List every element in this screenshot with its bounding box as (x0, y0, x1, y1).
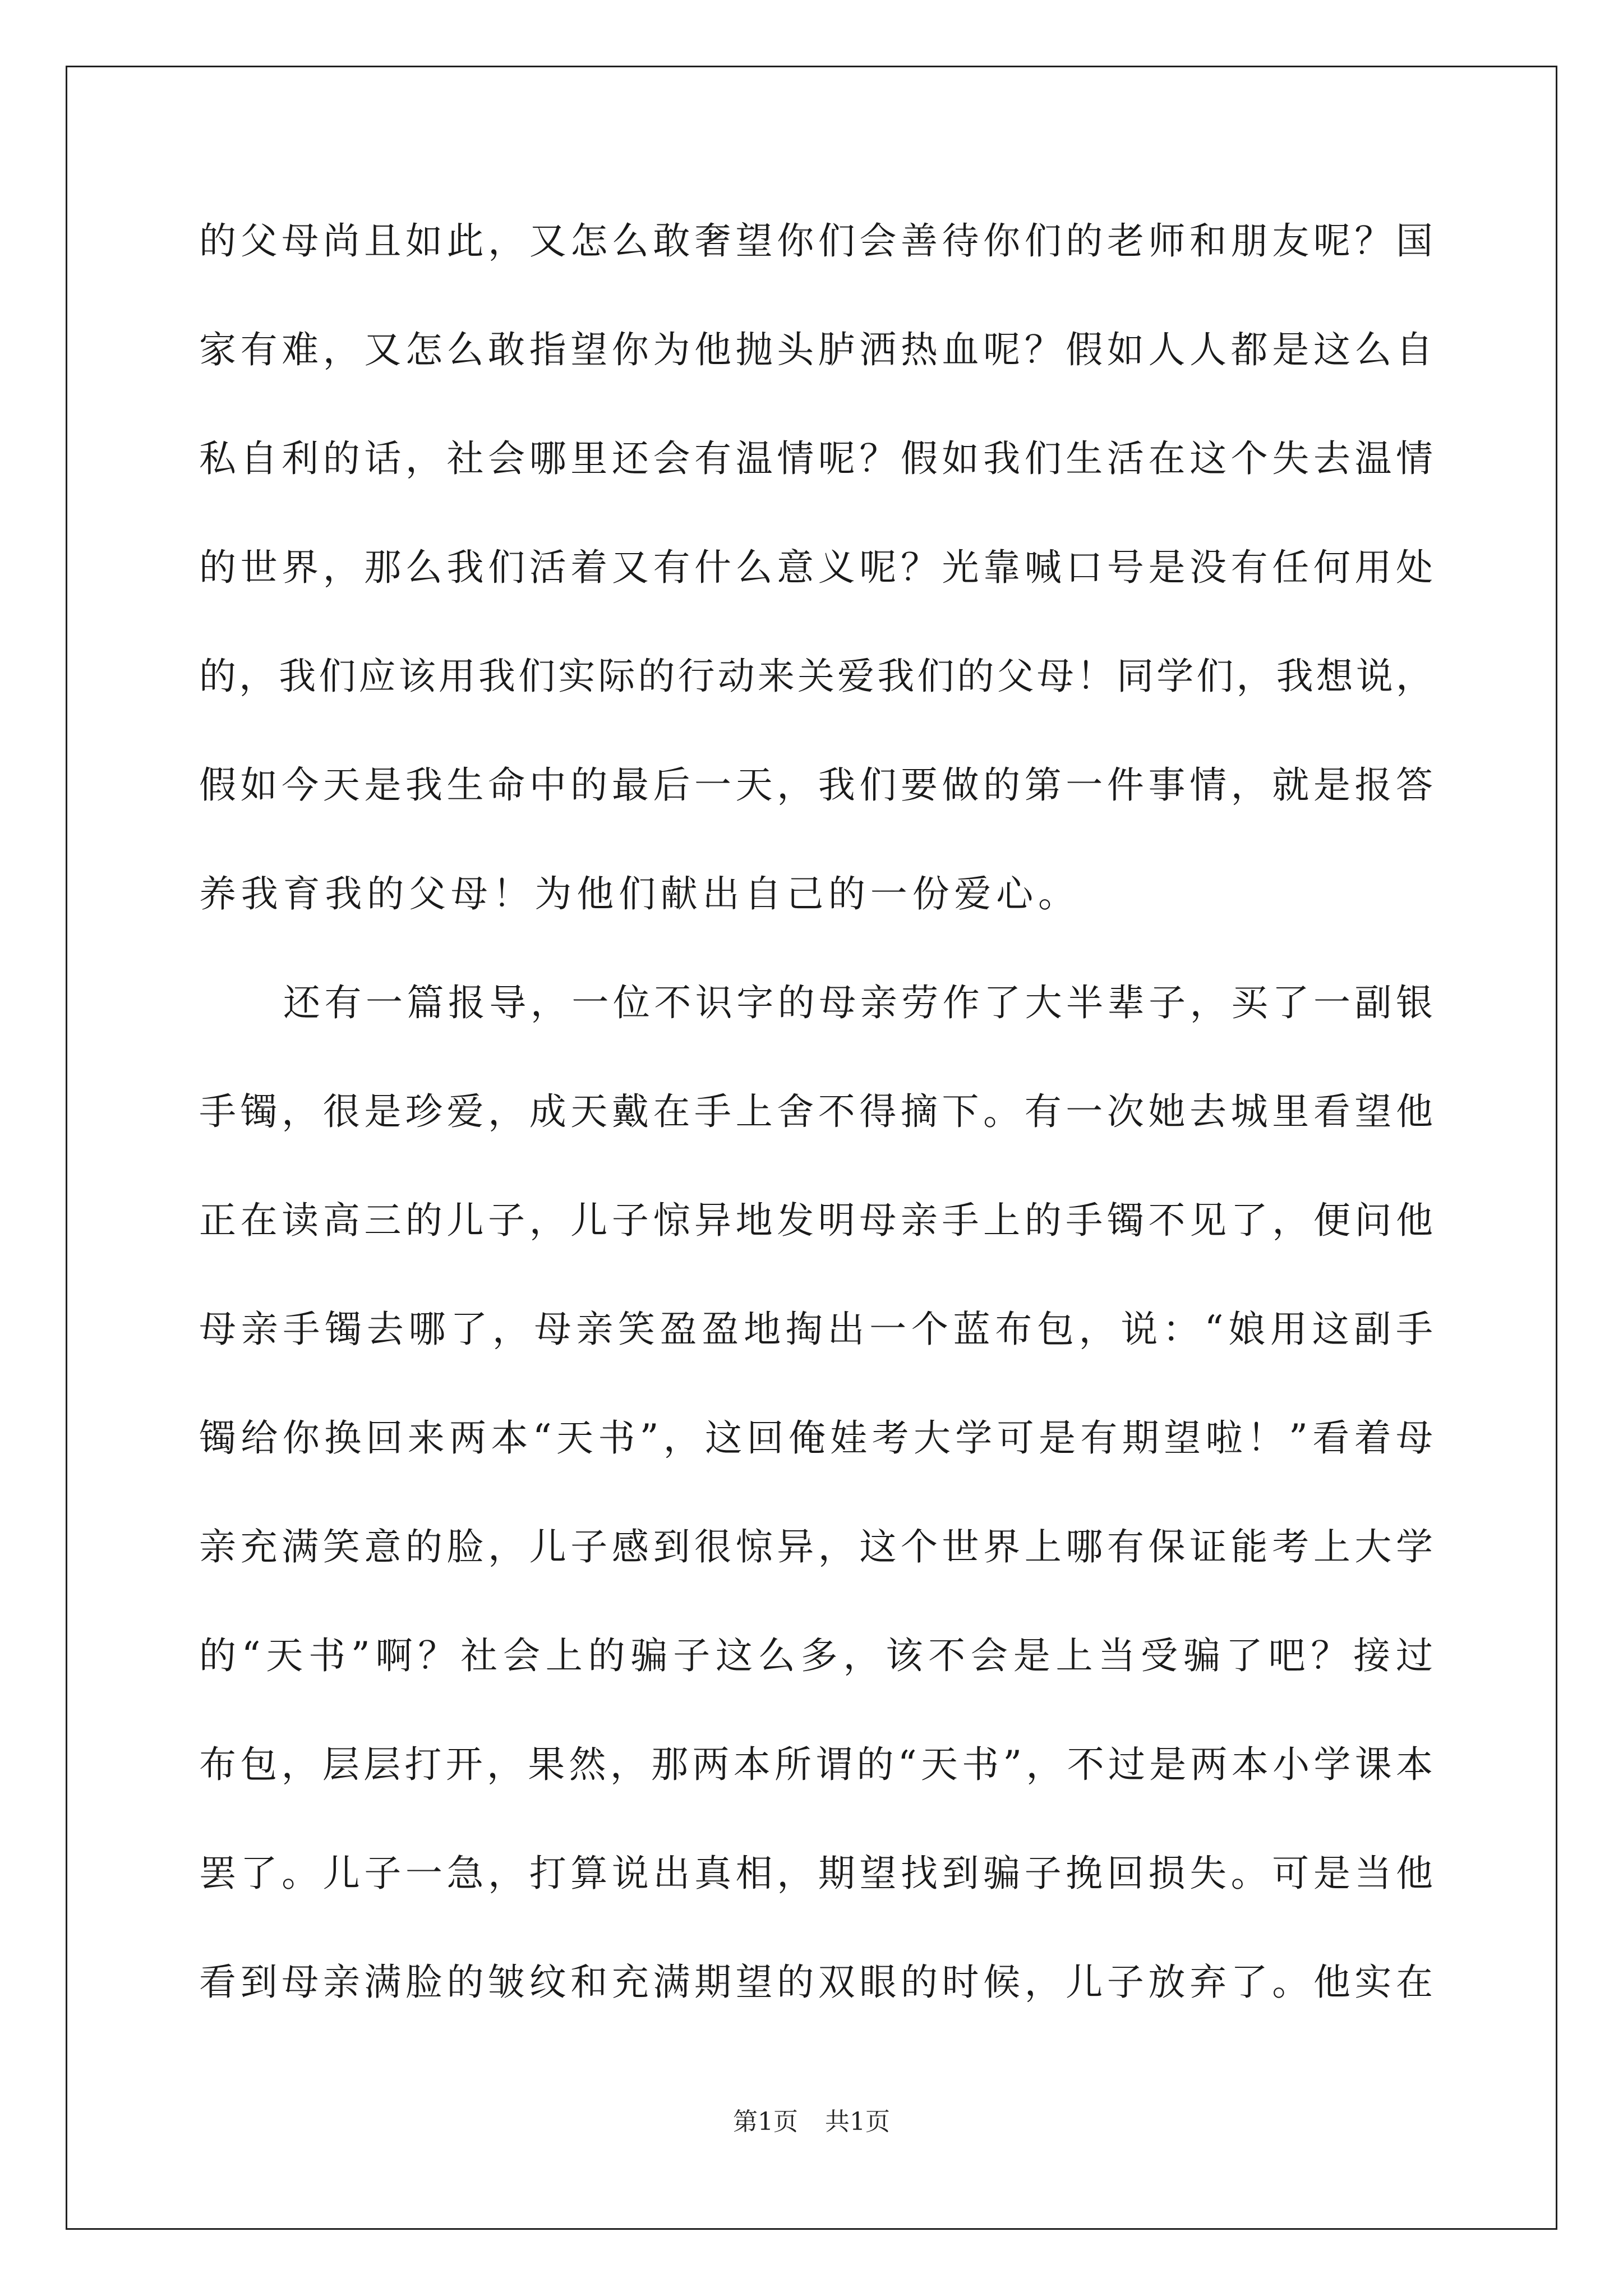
text-line: 的“天书”啊？社会上的骗子这么多，该不会是上当受骗了吧？接过 (199, 1634, 1433, 1677)
text-line: 手镯，很是珍爱，成天戴在手上舍不得摘下。有一次她去城里看望他 (199, 1090, 1433, 1133)
text-line: 的世界，那么我们活着又有什么意义呢？光靠喊口号是没有任何用处 (199, 546, 1433, 589)
text-line: 布包，层层打开，果然，那两本所谓的“天书”，不过是两本小学课本 (199, 1743, 1433, 1786)
text-line: 镯给你换回来两本“天书”，这回俺娃考大学可是有期望啦！”看着母 (199, 1416, 1433, 1460)
document-body (199, 208, 1433, 2058)
text-line-paragraph-end: 养我育我的父母！为他们献出自己的一份爱心。 (199, 872, 1080, 915)
text-line: 私自利的话，社会哪里还会有温情呢？假如我们生活在这个失去温情 (199, 437, 1433, 480)
page-footer (0, 2105, 1623, 2139)
text-line: 正在读高三的儿子，儿子惊异地发明母亲手上的手镯不见了，便问他 (199, 1199, 1433, 1242)
text-line: 看到母亲满脸的皱纹和充满期望的双眼的时候，儿子放弃了。他实在 (199, 1961, 1433, 2004)
text-line: 母亲手镯去哪了，母亲笑盈盈地掏出一个蓝布包，说：“娘用这副手 (199, 1308, 1433, 1351)
text-line: 罢了。儿子一急，打算说出真相，期望找到骗子挽回损失。可是当他 (199, 1852, 1433, 1895)
page-total: 共1页 (825, 2108, 890, 2136)
text-line-paragraph-start: 还有一篇报导，一位不识字的母亲劳作了大半辈子，买了一副银 (283, 981, 1433, 1024)
page-number: 第1页 (733, 2108, 798, 2136)
text-line: 亲充满笑意的脸，儿子感到很惊异，这个世界上哪有保证能考上大学 (199, 1525, 1433, 1568)
text-line: 的父母尚且如此，又怎么敢奢望你们会善待你们的老师和朋友呢？国 (199, 219, 1433, 263)
text-line: 假如今天是我生命中的最后一天，我们要做的第一件事情，就是报答 (199, 763, 1433, 807)
text-line: 的，我们应该用我们实际的行动来关爱我们的父母！同学们，我想说， (199, 655, 1433, 698)
text-line: 家有难，又怎么敢指望你为他抛头胪洒热血呢？假如人人都是这么自 (199, 328, 1433, 371)
